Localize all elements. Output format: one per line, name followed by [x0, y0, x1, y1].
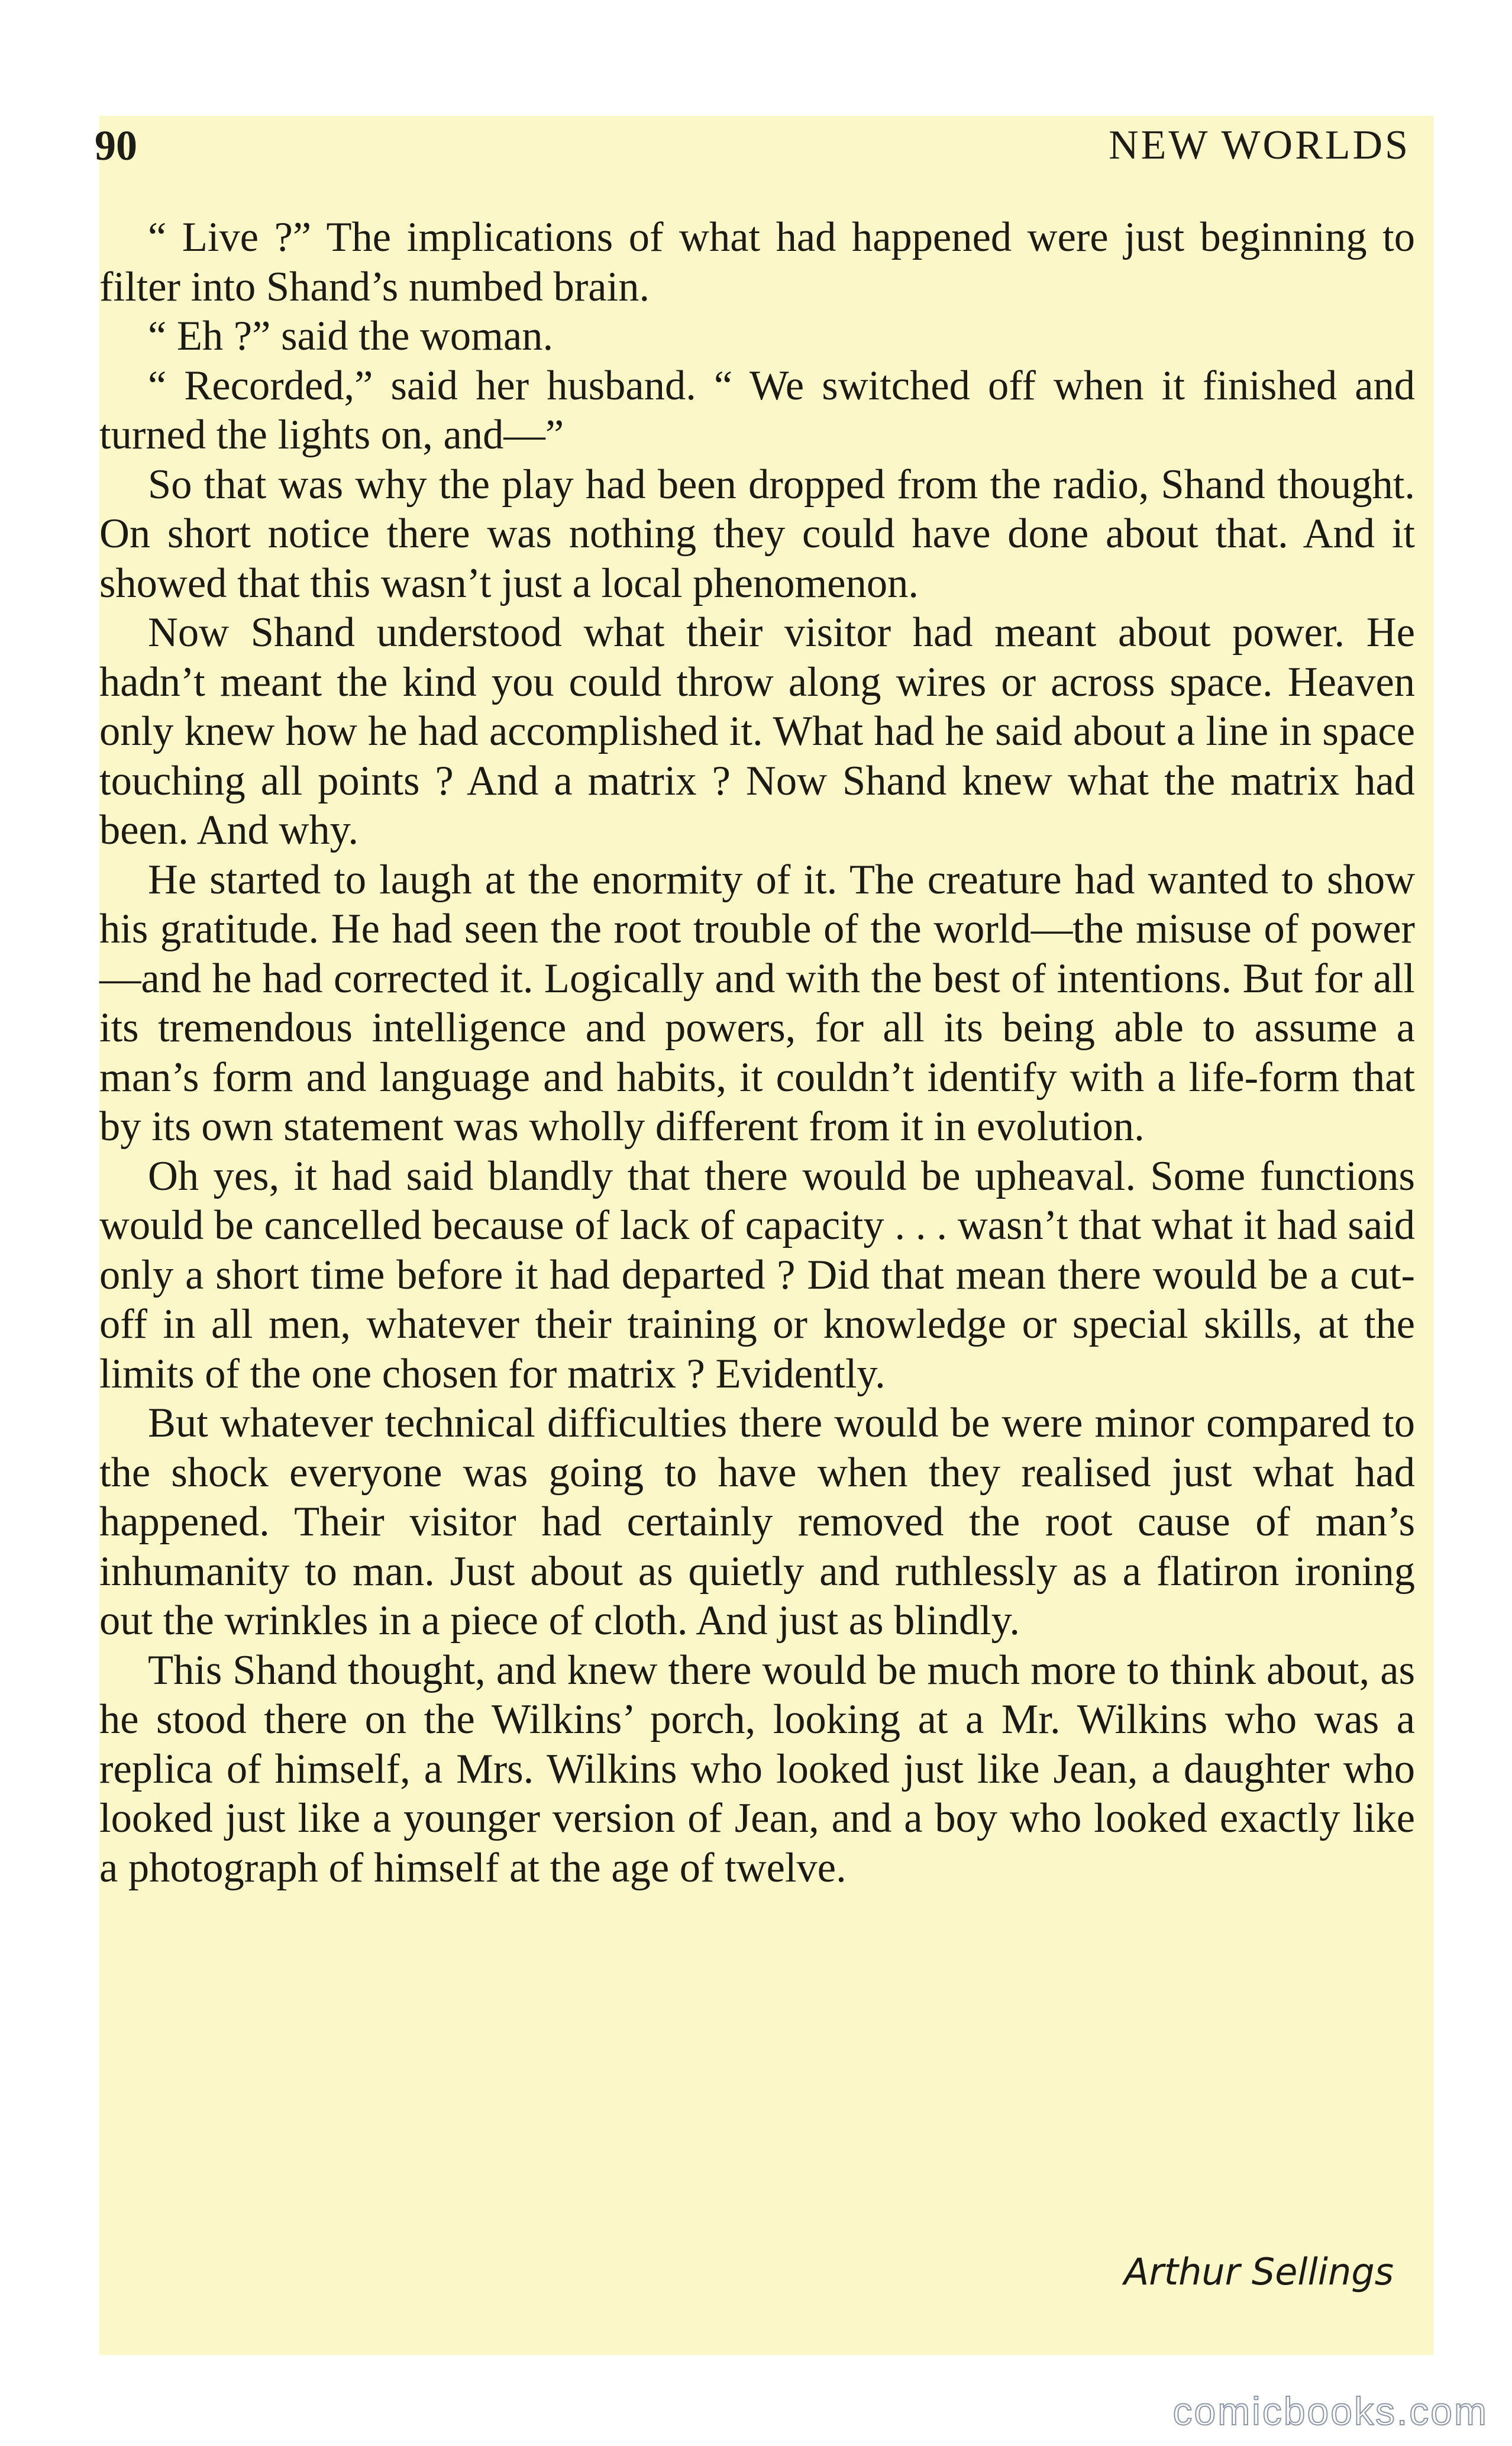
paragraph: Oh yes, it had said blandly that there would be upheaval. Some functions would be cancelled because of lack of capacity . . . wasn’t that what it had said only a short time before it had departed ? Did that mean there would be a cut-off in all men, whatever their training or knowledge or special skills, at the limits of the one chosen for matrix ? Evidently. [99, 1153, 1415, 1397]
paragraph: “ Recorded,” said her husband. “ We switched off when it finished and turned the lights on, and—” [99, 362, 1415, 458]
page-number: 90 [95, 122, 137, 169]
paragraph: He started to laugh at the enormity of it. The creature had wanted to show his gratitude. He had seen the root trouble of the world—the misuse of power—and he had corrected it. Logically and with the best of intentions. But for all its tremendous intelligence and powers, for all its being able to assume a man’s form and language and habits, it couldn’t identify with a life-form that by its own statement was wholly different from it in evolution. [99, 856, 1415, 1150]
paragraph: But whatever technical difficulties there would be were minor compared to the shock everyone was going to have when they realised just what had happened. Their visitor had certainly removed the root cause of man’s inhumanity to man. Just about as quietly and ruthlessly as a flatiron ironing out the wrinkles in a piece of cloth. And just as blindly. [99, 1400, 1415, 1644]
paragraph: “ Eh ?” said the woman. [148, 313, 554, 359]
author-byline: Arthur Sellings [1123, 2250, 1394, 2293]
paragraph: So that was why the play had been dropped from the radio, Shand thought. On short notice there was nothing they could have done about that. And it showed that this wasn’t just a local phenomenon. [99, 461, 1415, 606]
paragraph: This Shand thought, and knew there would be much more to think about, as he stood there on the Wilkins’ porch, looking at a Mr. Wilkins who was a replica of himself, a Mrs. Wilkins who looked just like Jean, a daughter who looked just like a younger version of Jean, and a boy who looked exactly like a photograph of himself at the age of twelve. [99, 1647, 1415, 1891]
paragraph: Now Shand understood what their visitor had meant about power. He hadn’t meant the kind you could throw along wires or across space. Heaven only knew how he had accomplished it. What had he said about a line in space touching all points ? And a matrix ? Now Shand knew what the matrix had been. And why. [99, 609, 1415, 853]
paragraph: “ Live ?” The implications of what had happened were just beginning to filter into Shand’s numbed brain. [99, 214, 1415, 310]
running-head [95, 116, 1410, 175]
journal-title: NEW WORLDS [1109, 122, 1410, 168]
site-watermark: comicbooks.com [1172, 2389, 1488, 2433]
story-text [99, 213, 1415, 1893]
